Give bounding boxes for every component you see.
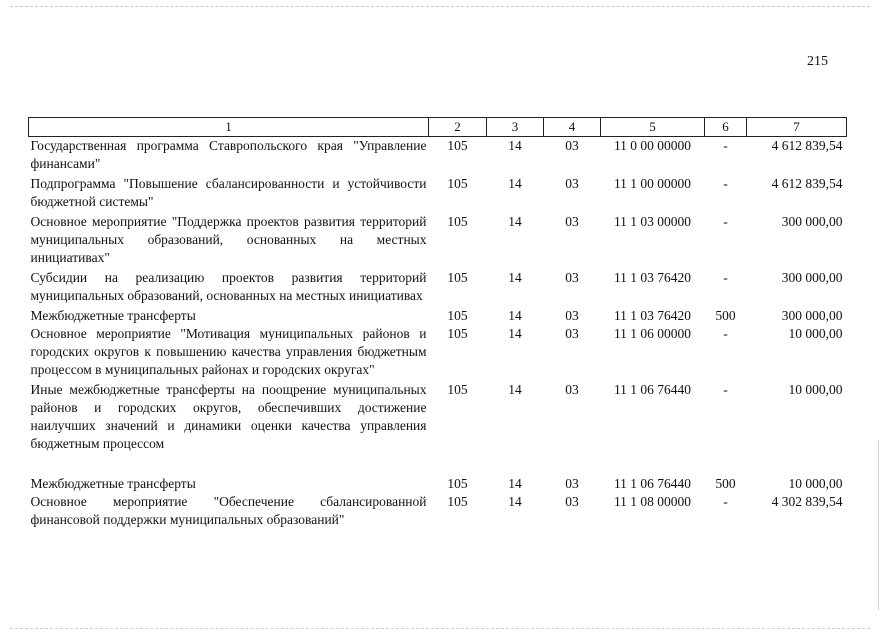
row-code-4: 03 [565, 382, 579, 397]
row-code-6: 500 [715, 476, 736, 491]
header-cell: 3 [487, 118, 544, 137]
blank-row [29, 455, 847, 475]
row-code-3: 14 [508, 214, 522, 229]
row-name: Межбюджетные трансферты [30, 476, 196, 491]
row-code-3: 14 [508, 176, 522, 191]
row-code-2: 105 [447, 138, 468, 153]
scan-border-bottom [10, 628, 870, 630]
scan-border-top [10, 6, 870, 8]
table-row [29, 213, 847, 269]
row-code-5: 11 1 08 00000 [613, 494, 692, 509]
row-amount: 300 000,00 [781, 308, 843, 323]
row-code-6: - [723, 270, 728, 285]
row-code-6: - [723, 214, 728, 229]
row-amount: 300 000,00 [781, 214, 843, 229]
row-code-3: 14 [508, 326, 522, 341]
row-code-5: 11 0 00 00000 [613, 138, 692, 153]
row-name: Основное мероприятие "Поддержка проектов развития территорий муниципальных образований, основанных на местных инициативах" [30, 214, 427, 265]
row-code-4: 03 [565, 494, 579, 509]
row-code-3: 14 [508, 494, 522, 509]
row-code-5: 11 1 06 76440 [613, 382, 692, 397]
row-code-6: - [723, 382, 728, 397]
row-code-4: 03 [565, 214, 579, 229]
table-row [29, 381, 847, 455]
row-code-3: 14 [508, 138, 522, 153]
row-amount: 4 612 839,54 [771, 176, 843, 191]
row-code-5: 11 1 03 76420 [613, 270, 692, 285]
row-code-3: 14 [508, 476, 522, 491]
table-row [29, 325, 847, 381]
row-amount: 10 000,00 [788, 382, 843, 397]
row-code-5: 11 1 06 00000 [613, 326, 692, 341]
header-cell: 2 [429, 118, 487, 137]
page-number: 215 [807, 54, 828, 69]
row-code-2: 105 [447, 308, 468, 323]
row-code-2: 105 [447, 326, 468, 341]
row-amount: 10 000,00 [788, 326, 843, 341]
row-code-5: 11 1 03 76420 [613, 308, 692, 323]
table-row [29, 493, 847, 529]
budget-table [28, 117, 847, 529]
row-code-5: 11 1 03 00000 [613, 214, 692, 229]
row-code-3: 14 [508, 270, 522, 285]
row-code-2: 105 [447, 176, 468, 191]
table-row [29, 137, 847, 176]
row-code-2: 105 [447, 494, 468, 509]
table-row [29, 307, 847, 325]
row-code-2: 105 [447, 214, 468, 229]
table-row [29, 475, 847, 493]
table-row [29, 269, 847, 307]
row-code-2: 105 [447, 382, 468, 397]
row-code-4: 03 [565, 176, 579, 191]
scan-border-right [878, 440, 880, 610]
header-cell: 6 [705, 118, 747, 137]
row-name: Подпрограмма "Повышение сбалансированности и устойчивости бюджетной системы" [30, 176, 427, 209]
row-code-6: - [723, 176, 728, 191]
row-amount: 10 000,00 [788, 476, 843, 491]
row-name: Основное мероприятие "Обеспечение сбалансированной финансовой поддержки муниципальных образований" [30, 494, 427, 527]
row-code-6: - [723, 326, 728, 341]
row-code-6: - [723, 138, 728, 153]
row-name: Государственная программа Ставропольского края "Управление финансами" [30, 138, 427, 171]
row-code-4: 03 [565, 326, 579, 341]
row-name: Межбюджетные трансферты [30, 308, 196, 323]
row-code-4: 03 [565, 270, 579, 285]
header-cell: 1 [29, 118, 429, 137]
row-name: Субсидии на реализацию проектов развития территорий муниципальных образований, основанных на местных инициативах [30, 270, 427, 303]
row-code-3: 14 [508, 382, 522, 397]
row-code-2: 105 [447, 270, 468, 285]
row-amount: 4 612 839,54 [771, 138, 843, 153]
row-amount: 300 000,00 [781, 270, 843, 285]
row-code-5: 11 1 06 76440 [613, 476, 692, 491]
header-row [29, 118, 847, 137]
row-code-4: 03 [565, 138, 579, 153]
row-code-6: 500 [715, 308, 736, 323]
table-row [29, 175, 847, 213]
header-cell: 4 [544, 118, 601, 137]
row-code-2: 105 [447, 476, 468, 491]
row-name: Иные межбюджетные трансферты на поощрение муниципальных районов и городских округов, обеспечивших достижение наилучших значений и динамики оценки качества управления бюджетным процессом [30, 382, 427, 451]
header-cell: 5 [601, 118, 705, 137]
row-code-4: 03 [565, 476, 579, 491]
header-cell: 7 [747, 118, 847, 137]
row-code-3: 14 [508, 308, 522, 323]
row-code-5: 11 1 00 00000 [613, 176, 692, 191]
row-code-4: 03 [565, 308, 579, 323]
row-amount: 4 302 839,54 [771, 494, 843, 509]
row-name: Основное мероприятие "Мотивация муниципальных районов и городских округов к повышению качества управления бюджетным процессом в муниципальных районах и городских округах" [30, 326, 427, 377]
row-code-6: - [723, 494, 728, 509]
